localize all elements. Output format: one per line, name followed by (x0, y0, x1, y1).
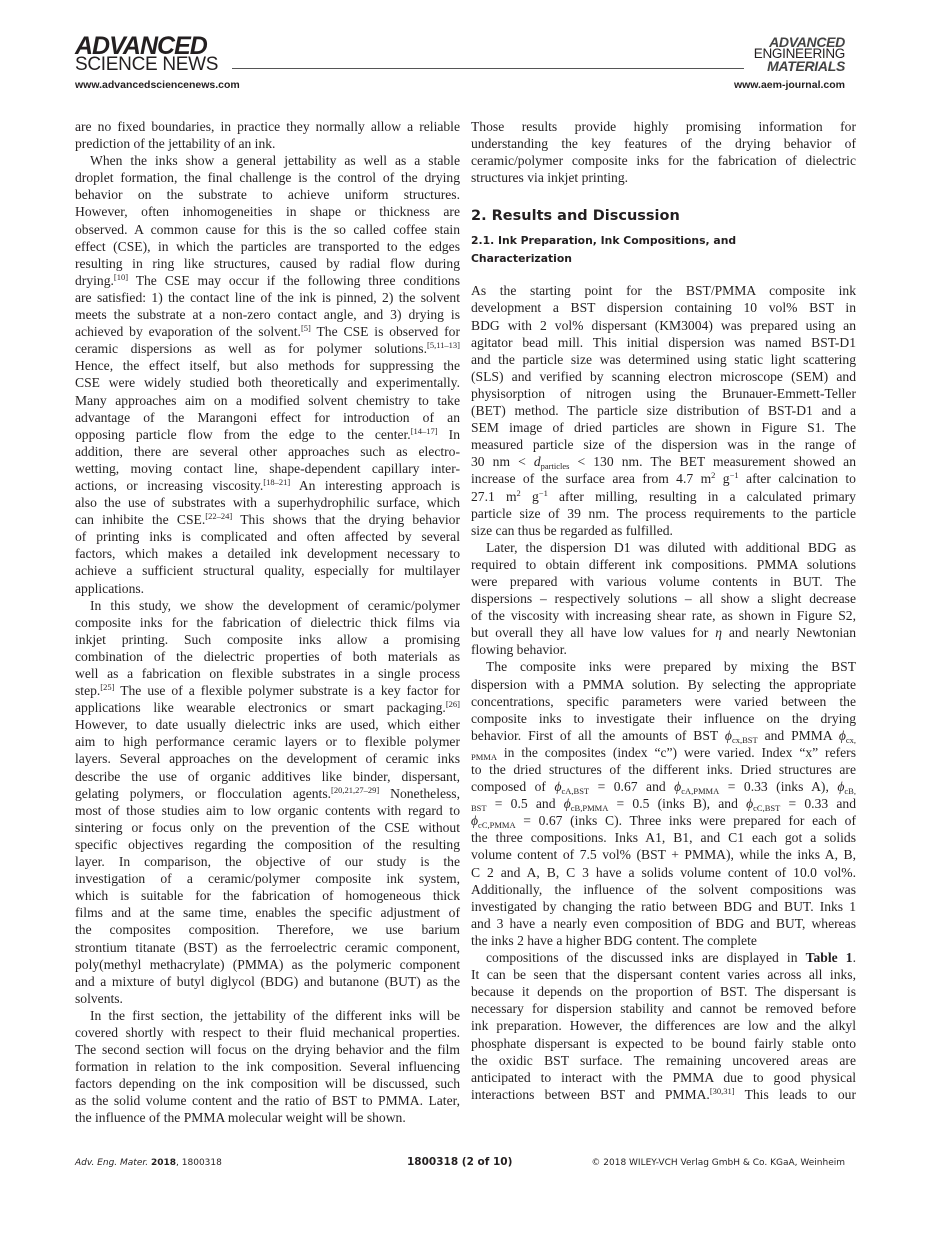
text-line: observed. A common cause for this is the so called coffee stain (75, 221, 460, 237)
text-line: most of those studies aim to low organic contents with regard to (75, 802, 460, 818)
text-line: sintering or focus only on the prevention of the CSE without (75, 819, 460, 835)
text-line: required to obtain different ink compositions. PMMA solutions (471, 556, 856, 572)
text-line: addition, there are several other approaches such as electro- (75, 443, 460, 459)
text-line: When the inks show a general jettability as well as a stable (90, 153, 460, 169)
footer-citation: Adv. Eng. Mater. 2018, 1800318 (75, 1158, 222, 1168)
text-line: As the starting point for the BST/PMMA composite ink (471, 283, 856, 299)
text-line: measured particle size of the dispersion was in the range of (471, 437, 856, 453)
subsection-heading (471, 232, 856, 268)
text-line: step.[25] The use of a flexible polymer substrate is a key factor for (75, 682, 460, 699)
text-line: factors, which makes a detailed ink development necessary to (75, 546, 460, 562)
text-line: size can thus be regarded as fulfilled. (471, 522, 673, 538)
text-line: Many approaches aim on a modified solvent chemistry to take (75, 392, 460, 408)
text-line: films and at the same time, enables the specific adjustment of (75, 905, 460, 921)
text-line: dispersions – respectively solutions – all show a slight decrease (471, 591, 856, 607)
text-line: structures via inkjet printing. (471, 170, 629, 186)
text-line: volume content of 7.5 vol% (BST + PMMA), while the inks A, B, (471, 847, 856, 863)
text-line: particle size of 39 nm. The process requirements to the particle (471, 505, 856, 521)
journal-logo-line3: MATERIALS (767, 58, 845, 74)
text-line: ceramic dispersions as well as for polymer solutions.[5,11–13] (75, 340, 460, 357)
text-line: specific objectives regarding the composition of the resulting (75, 836, 460, 852)
text-line: actions, or increasing viscosity.[18–21] An interesting approach is (75, 476, 460, 493)
text-line: In the first section, the jettability of the different inks will be (90, 1007, 460, 1023)
text-line: Later, the dispersion D1 was diluted with additional BDG as (486, 539, 856, 555)
header-rule (232, 68, 744, 69)
text-line: wetting, moving contact line, shape-dependent capillary inter- (75, 460, 460, 476)
text-line: $_{PMMA}$ in the composites (index “c”) were varied. Index “x” refers (471, 744, 856, 762)
text-line: behavior. First of all the amounts of BST $\phi_{cx,BST}$ and PMMA $\phi_{cx,}$ (471, 727, 857, 745)
results-body (471, 282, 856, 1103)
text-line: understanding the key features of the drying behavior of (471, 136, 856, 152)
text-line: the three compositions. Inks A1, B1, and C1 each got a solids (471, 830, 856, 846)
text-line: resulting in ring like structures, caused by radial flow during (75, 255, 460, 271)
text-line: strontium titanate (BST) as the ferroelectric ceramic component, (75, 939, 460, 955)
text-line: achieve a sufficient structural quality, especially for multilayer (75, 563, 460, 579)
text-line: effect (CSE), in which the particles are transported to the edges (75, 238, 460, 254)
text-line: and a mixture of butyl diglycol (BDG) and butanone (BUT) as the (75, 973, 460, 989)
publisher-url[interactable]: www.advancedsciencenews.com (75, 79, 240, 91)
text-line: (SLS) and verified by scanning electron microscope (SEM) and (471, 368, 856, 384)
text-line: composite inks for the fabrication of dielectric thick films via (75, 614, 460, 630)
text-line: but overall they all have low values for η and nearly Newtonian (471, 625, 857, 641)
text-line: BDG with 2 vol% dispersant (KM3004) was prepared using an (471, 317, 856, 333)
subsection-heading-line2: Characterization (471, 252, 572, 266)
text-line: factors depending on the ink composition will be discussed, such (75, 1076, 460, 1092)
text-line: prediction of the jettability of an ink. (75, 136, 276, 152)
journal-logo-line1: ADVANCED (769, 34, 845, 50)
text-line: solvents. (75, 990, 123, 1006)
text-line: increase of the surface area from 4.7 $m^2$ $g^{-1}$ after calcination to (471, 470, 856, 487)
text-line: opposing particle flow from the edge to the center.[14–17] In (75, 425, 460, 442)
text-line: drying.[10] The CSE may occur if the following three conditions (75, 271, 460, 288)
text-line: and the particle size was determined using static light scattering (471, 351, 856, 367)
footer-copyright: © 2018 WILEY-VCH Verlag GmbH & Co. KGaA, Weinheim (591, 1158, 845, 1168)
journal-url[interactable]: www.aem-journal.com (733, 79, 845, 91)
text-line: composite inks to investigate their influence on the drying (471, 710, 856, 726)
text-line: Hence, the effect itself, but also methods for suppressing the (75, 358, 460, 374)
text-line: In this study, we show the development of ceramic/polymer (90, 597, 460, 613)
text-line: Those results provide highly promising information for (471, 119, 856, 134)
text-line: It can be seen that the dispersant content varies across all inks, (471, 967, 856, 983)
footer-article-no: 1800318 (181, 1158, 222, 1168)
text-line: layer. In comparison, the objective of our study is the (75, 854, 460, 870)
text-line: However, to date usually dielectric inks are used, which either (75, 717, 460, 733)
text-line: agitator bead mill. This initial dispersion was named BST-D1 (471, 334, 856, 350)
text-line: the composites composition. Therefore, we use barium (75, 922, 460, 938)
text-line: interactions between BST and PMMA.[30,31] This leads to our (471, 1085, 856, 1102)
text-line: compositions of the discussed inks are displayed in Table 1. (486, 950, 856, 966)
text-line: and 3 have a nearly even composition of BDG and BUT, whereas (471, 915, 856, 931)
publisher-logo (75, 32, 219, 75)
text-line: of printing inks is complicated and often affected by several (75, 529, 460, 545)
text-line: combination of the dielectric properties of both materials as (75, 648, 460, 664)
text-line: $\phi_{cC,PMMA} = 0.67$ (inks C). Three inks were prepared for each of (471, 813, 856, 831)
text-line: Additionally, the influence of the solvent compositions was (471, 881, 856, 897)
text-line: formation in relation to the ink composition. Several influencing (75, 1059, 460, 1075)
text-line: (BET) method. The particle size distribution of BST-D1 and a (471, 403, 856, 419)
text-line: SEM image of dried particles are shown in Figure S1. The (471, 420, 856, 436)
text-line: 30 nm < $d_{particles} < 130$ nm. The BET measurement showed an (471, 454, 857, 472)
text-line: achieved by evaporation of the solvent.[5] The CSE is observed for (75, 323, 460, 340)
text-line: are no fixed boundaries, in practice they normally allow a reliable (75, 119, 460, 134)
text-line: the inks 2 have a higher BDG content. The complete (471, 932, 757, 948)
intro-paragraph (471, 118, 856, 186)
text-line: concentrations, specific parameters were varied between the (471, 693, 856, 709)
text-line: necessary for dispersion stability and cannot be removed before (471, 1001, 856, 1017)
text-line: to the dried structures of the different inks. Dried structures are (471, 762, 856, 777)
text-line: can inhibite the CSE.[22–24] This shows that the drying behavior (75, 511, 460, 528)
text-line: physisorption of nitrogen using the Brunauer-Emmett-Teller (471, 385, 856, 401)
text-line: were prepared with various volume contents in BUT. The (471, 573, 856, 589)
text-line: dispersion with a PMMA solution. By selecting the appropriate (471, 676, 856, 692)
text-line: are satisfied: 1) the contact line of the ink is pinned, 2) the solvent (75, 289, 460, 305)
text-line: $_{BST}$ = 0.5 and $\phi_{cB,PMMA} = 0.5$ (inks B), and $\phi_{cC,BST} = 0.33$ and (471, 796, 856, 814)
text-line: describe the use of organic additives like binder, dispersant, (75, 768, 460, 784)
right-column (471, 118, 856, 1103)
subsection-heading-line1: 2.1. Ink Preparation, Ink Compositions, and (471, 234, 737, 248)
text-line: poly(methyl methacrylate) (PMMA) as the polymeric component (75, 956, 460, 972)
text-line: gelating polymers, or flocculation agents.[20,21,27–29] Nonetheless, (75, 784, 460, 801)
text-line: advantage of the Marangoni effect for introduction of an (75, 409, 460, 425)
text-line: However, often inhomogeneities in shape or thickness are (75, 204, 460, 220)
text-line: behavior on the substrate to achieve uniform structures. (75, 187, 460, 203)
text-line: phosphate dispersant is expected to be bound fairly stable onto (471, 1035, 856, 1051)
text-line: the influence of the PMMA molecular weight will be shown. (75, 1110, 406, 1126)
text-line: which is suitable for the fabrication of homogeneous thick (75, 888, 460, 904)
text-line: ink preparation. However, the differences are low and the alkyl (471, 1018, 856, 1034)
text-line: inkjet printing. Such composite inks allow a promising (75, 631, 460, 647)
text-line: CSE were widely studied both theoretically and experimentally. (75, 375, 460, 391)
text-line: anticipated to interact with the PMMA due to good physical (471, 1069, 856, 1085)
text-line: 27.1 $m^2$ $g^{-1}$ after milling, resulting in a calculated primary (471, 487, 856, 504)
journal-logo (754, 36, 845, 72)
footer-year: 2018 (150, 1158, 177, 1168)
text-line: meets the substrate at a non-zero contact angle, and 3) drying is (75, 307, 460, 323)
footer-journal: Adv. Eng. Mater. (75, 1158, 149, 1168)
text-line: aim to high performance ceramic layers or to flexible polymer (75, 734, 460, 750)
journal-logo-line2: ENGINEERING (753, 46, 845, 61)
text-line: flowing behavior. (471, 642, 567, 658)
logo-advanced-text: ADVANCED (75, 32, 207, 60)
text-line: The second section will focus on the drying behavior and the film (75, 1042, 460, 1058)
text-line: well as a fabrication on flexible substrates in a single process (75, 666, 460, 681)
text-line: also the use of substrates with a superhydrophilic surface, which (75, 495, 460, 511)
text-line: ceramic/polymer composite inks for the fabrication of dielectric (471, 153, 856, 169)
text-line: applications. (75, 580, 145, 596)
text-line: of the viscosity with increasing shear rate, as shown in Figure S2, (471, 608, 856, 624)
text-line: development a BST dispersion containing 10 vol% BST in (471, 300, 856, 316)
text-line: covered shortly with respect to their fluid mechanical properties. (75, 1024, 460, 1040)
text-line: because it depends on the proportion of BST. The dispersant is (471, 984, 856, 1000)
text-line: investigated by changing the ratio between BDG and BUT. Inks 1 (471, 898, 856, 914)
text-line: composed of $\phi_{cA,BST} = 0.67$ and $\phi_{cA,PMMA} = 0.33$ (inks A), $\phi_{cB,}$ (471, 779, 856, 797)
text-line: C 2 and A, B, C 3 have a solids volume content of 10.0 vol%. (471, 864, 856, 880)
text-line: droplet formation, the final challenge is the control of the drying (75, 170, 460, 186)
text-line: the oxidic BST surface. The remaining uncovered areas are (471, 1052, 856, 1068)
logo-science-news-text: SCIENCE NEWS (75, 54, 219, 75)
text-line: applications like wearable electronics or smart packaging.[26] (75, 699, 460, 716)
text-line: investigation of a ceramic/polymer composite ink system, (75, 871, 460, 887)
left-column (75, 118, 460, 1127)
section-heading: 2. Results and Discussion (471, 208, 680, 225)
page-number: 1800318 (2 of 10) (407, 1156, 513, 1168)
text-line: The composite inks were prepared by mixing the BST (486, 659, 856, 675)
text-line: layers. Several approaches on the development of ceramic inks (75, 751, 460, 767)
text-line: as the solid volume content and the ratio of BST to PMMA. Later, (75, 1093, 460, 1109)
